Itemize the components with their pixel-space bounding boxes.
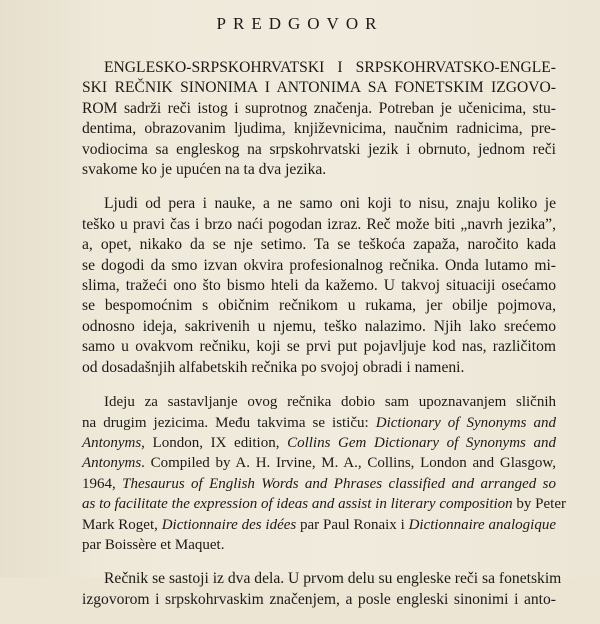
- text-line: [82, 535, 556, 555]
- italic-title: Antonyms: [82, 455, 142, 472]
- text-segment: par Boissère et Maquet.: [82, 536, 225, 553]
- text-line: [82, 494, 566, 514]
- text-segment: . Compiled by A. H. Irvine, M. A., Collins, London and Glasgow,: [141, 455, 556, 472]
- paragraph-purpose: [82, 194, 556, 378]
- text-line: dentima, obrazovanim ljudima, književnicima, naučnim radnicima, pre-: [82, 120, 556, 138]
- paragraph-sources: [82, 392, 566, 555]
- paragraph-structure: [82, 569, 562, 610]
- paragraph-intro: [82, 58, 556, 180]
- text-line: se bespomoćnim s običnim rečnikom u rukama, jer obilje pojmova,: [82, 297, 556, 315]
- text-segment: 1964,: [82, 475, 123, 492]
- italic-title: Thesaurus of English Words and Phrases classified and arranged so: [122, 475, 556, 492]
- text-line: ENGLESKO-SRPSKOHRVATSKI I SRPSKOHRVATSKO-ENGLE-: [104, 59, 556, 76]
- text-line: samo u ovakvom rečniku, koji se prvi put pojavljuje kod nas, različitom: [82, 338, 556, 356]
- text-line: [82, 392, 556, 412]
- text-segment: , London, IX edition,: [141, 434, 288, 451]
- text-line: svakome ko je upućen na ta dva jezika.: [82, 161, 327, 179]
- italic-title: Antonyms: [82, 434, 142, 451]
- text-segment: Mark Roget,: [82, 516, 162, 533]
- italic-title: Dictionnaire des idées: [161, 516, 297, 533]
- text-line: od dosadašnjih alfabetskih rečnika po svojoj obradi i nameni.: [82, 358, 465, 376]
- text-segment: par Paul Ronaix i: [296, 516, 409, 533]
- text-segment: by Peter: [512, 496, 566, 513]
- italic-title: as to facilitate the expression of ideas and assist in literary composition: [82, 496, 513, 513]
- text-line: Rečnik se sastoji iz dva dela. U prvom delu su engleske reči sa fonetskim: [104, 570, 562, 588]
- text-line: vodiocima sa engleskog na srpskohrvatski jezik i obrnuto, jednom reči: [82, 140, 556, 158]
- text-line: [82, 413, 556, 433]
- text-line: se dogodi da smo izvan okvira profesionalnog rečnika. Onda lutamo mi-: [82, 256, 556, 274]
- text-segment: Ideju za sastavljanje ovog rečnika dobio sam upoznavanjem sličnih: [104, 394, 556, 411]
- text-line: SKI REČNIK SINONIMA I ANTONIMA SA FONETSKIM IZGOVO-: [82, 79, 556, 97]
- text-line: [82, 515, 556, 535]
- text-segment: na drugim jezicima. Među takvima se ističu:: [82, 414, 376, 431]
- text-line: a, opet, nikako da se nje setimo. Ta se teškoća zapaža, naročito kada: [82, 236, 556, 254]
- text-line: [82, 474, 556, 494]
- text-line: [82, 453, 556, 473]
- text-line: teško u pravi čas i brzo naći pogodan izraz. Reč može biti „navrh jezika”,: [82, 215, 556, 233]
- text-line: [82, 433, 556, 453]
- text-line: odnosno ideja, sakrivenih u njemu, teško nalazimo. Njih lako srećemo: [82, 317, 556, 335]
- italic-title: Collins Gem Dictionary of Synonyms and: [287, 434, 557, 451]
- text-line: Ljudi od pera i nauke, a ne samo oni koji to nisu, znaju koliko je: [104, 195, 556, 213]
- text-line: ROM sadrži reči istog i suprotnog značenja. Potreban je učenicima, stu-: [82, 99, 556, 117]
- italic-title: Dictionnaire analogique: [408, 516, 556, 533]
- body-text: [82, 58, 566, 624]
- text-line: izgovorom i srpskohrvaskim značenjem, a posle engleski sinonimi i anto-: [82, 590, 556, 608]
- text-line: slima, tražeći ono što bismo hteli da kažemo. U takvoj situaciji osećamo: [82, 277, 556, 295]
- page-title: PREDGOVOR: [216, 14, 384, 33]
- italic-title: Dictionary of Synonyms and: [375, 414, 557, 431]
